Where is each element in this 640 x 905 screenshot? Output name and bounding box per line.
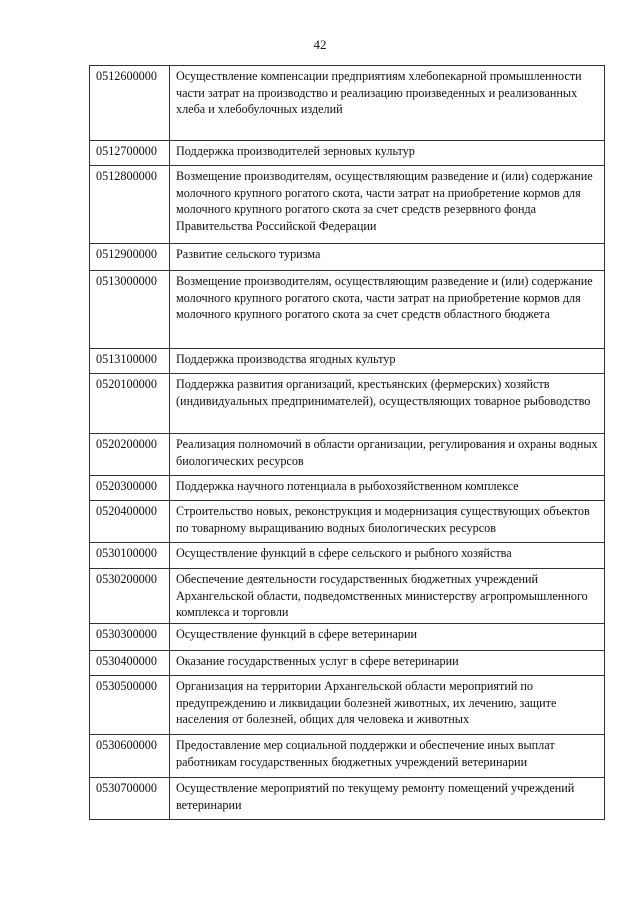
code-cell: 0530600000 [90,735,170,778]
code-cell: 0513000000 [90,271,170,349]
table-row [90,778,605,820]
table-row [90,271,605,349]
code-cell: 0530500000 [90,676,170,735]
table-row [90,676,605,735]
table-row [90,374,605,434]
code-cell: 0530100000 [90,543,170,569]
page-number: 42 [313,37,327,52]
description-cell: Осуществление компенсации предприятиям хлебопекарной промышленности части затрат на производство и реализацию произведенных и реализованных хлеба и хлебобулочных изделий [170,66,605,141]
description-cell: Поддержка научного потенциала в рыбохозяйственном комплексе [170,476,605,501]
code-cell: 0530200000 [90,569,170,624]
description-cell: Обеспечение деятельности государственных бюджетных учреждений Архангельской области, подведомственных министерству агропромышленного комплекса и торговли [170,569,605,624]
code-cell: 0512700000 [90,141,170,166]
code-cell: 0530300000 [90,624,170,651]
code-cell: 0512800000 [90,166,170,244]
table-row [90,735,605,778]
table-row [90,651,605,676]
description-cell: Осуществление функций в сфере ветеринарии [170,624,605,651]
table-row [90,624,605,651]
description-cell: Поддержка развития организаций, крестьянских (фермерских) хозяйств (индивидуальных предпринимателей), осуществляющих товарное рыбоводство [170,374,605,434]
table-row [90,166,605,244]
description-cell: Возмещение производителям, осуществляющим разведение и (или) содержание молочного крупного рогатого скота, части затрат на приобретение кормов для молочного крупного рогатого скота за счет средств резервного фонда Правительства Российской Федерации [170,166,605,244]
description-cell: Реализация полномочий в области организации, регулирования и охраны водных биологических ресурсов [170,434,605,476]
description-cell: Предоставление мер социальной поддержки и обеспечение иных выплат работникам государственных бюджетных учреждений ветеринарии [170,735,605,778]
code-cell: 0513100000 [90,349,170,374]
table-row [90,349,605,374]
description-cell: Развитие сельского туризма [170,244,605,271]
description-cell: Строительство новых, реконструкция и модернизация существующих объектов по товарному выращиванию водных биологических ресурсов [170,501,605,543]
code-cell: 0520100000 [90,374,170,434]
description-cell: Поддержка производителей зерновых культур [170,141,605,166]
description-cell: Осуществление мероприятий по текущему ремонту помещений учреждений ветеринарии [170,778,605,820]
description-cell: Оказание государственных услуг в сфере ветеринарии [170,651,605,676]
code-cell: 0530400000 [90,651,170,676]
table-row [90,66,605,141]
table-row [90,476,605,501]
budget-codes-table [89,65,605,820]
table-row [90,141,605,166]
table-row [90,543,605,569]
table-row [90,569,605,624]
code-cell: 0520400000 [90,501,170,543]
description-cell: Возмещение производителям, осуществляющим разведение и (или) содержание молочного крупного рогатого скота, части затрат на приобретение кормов для молочного крупного рогатого скота за счет средств областного бюджета [170,271,605,349]
description-cell: Организация на территории Архангельской области мероприятий по предупреждению и ликвидации болезней животных, их лечению, защите населения от болезней, общих для человека и животных [170,676,605,735]
description-cell: Поддержка производства ягодных культур [170,349,605,374]
code-cell: 0520200000 [90,434,170,476]
description-cell: Осуществление функций в сфере сельского и рыбного хозяйства [170,543,605,569]
code-cell: 0520300000 [90,476,170,501]
table-row [90,244,605,271]
code-cell: 0512900000 [90,244,170,271]
code-cell: 0530700000 [90,778,170,820]
table-row [90,501,605,543]
table-row [90,434,605,476]
code-cell: 0512600000 [90,66,170,141]
